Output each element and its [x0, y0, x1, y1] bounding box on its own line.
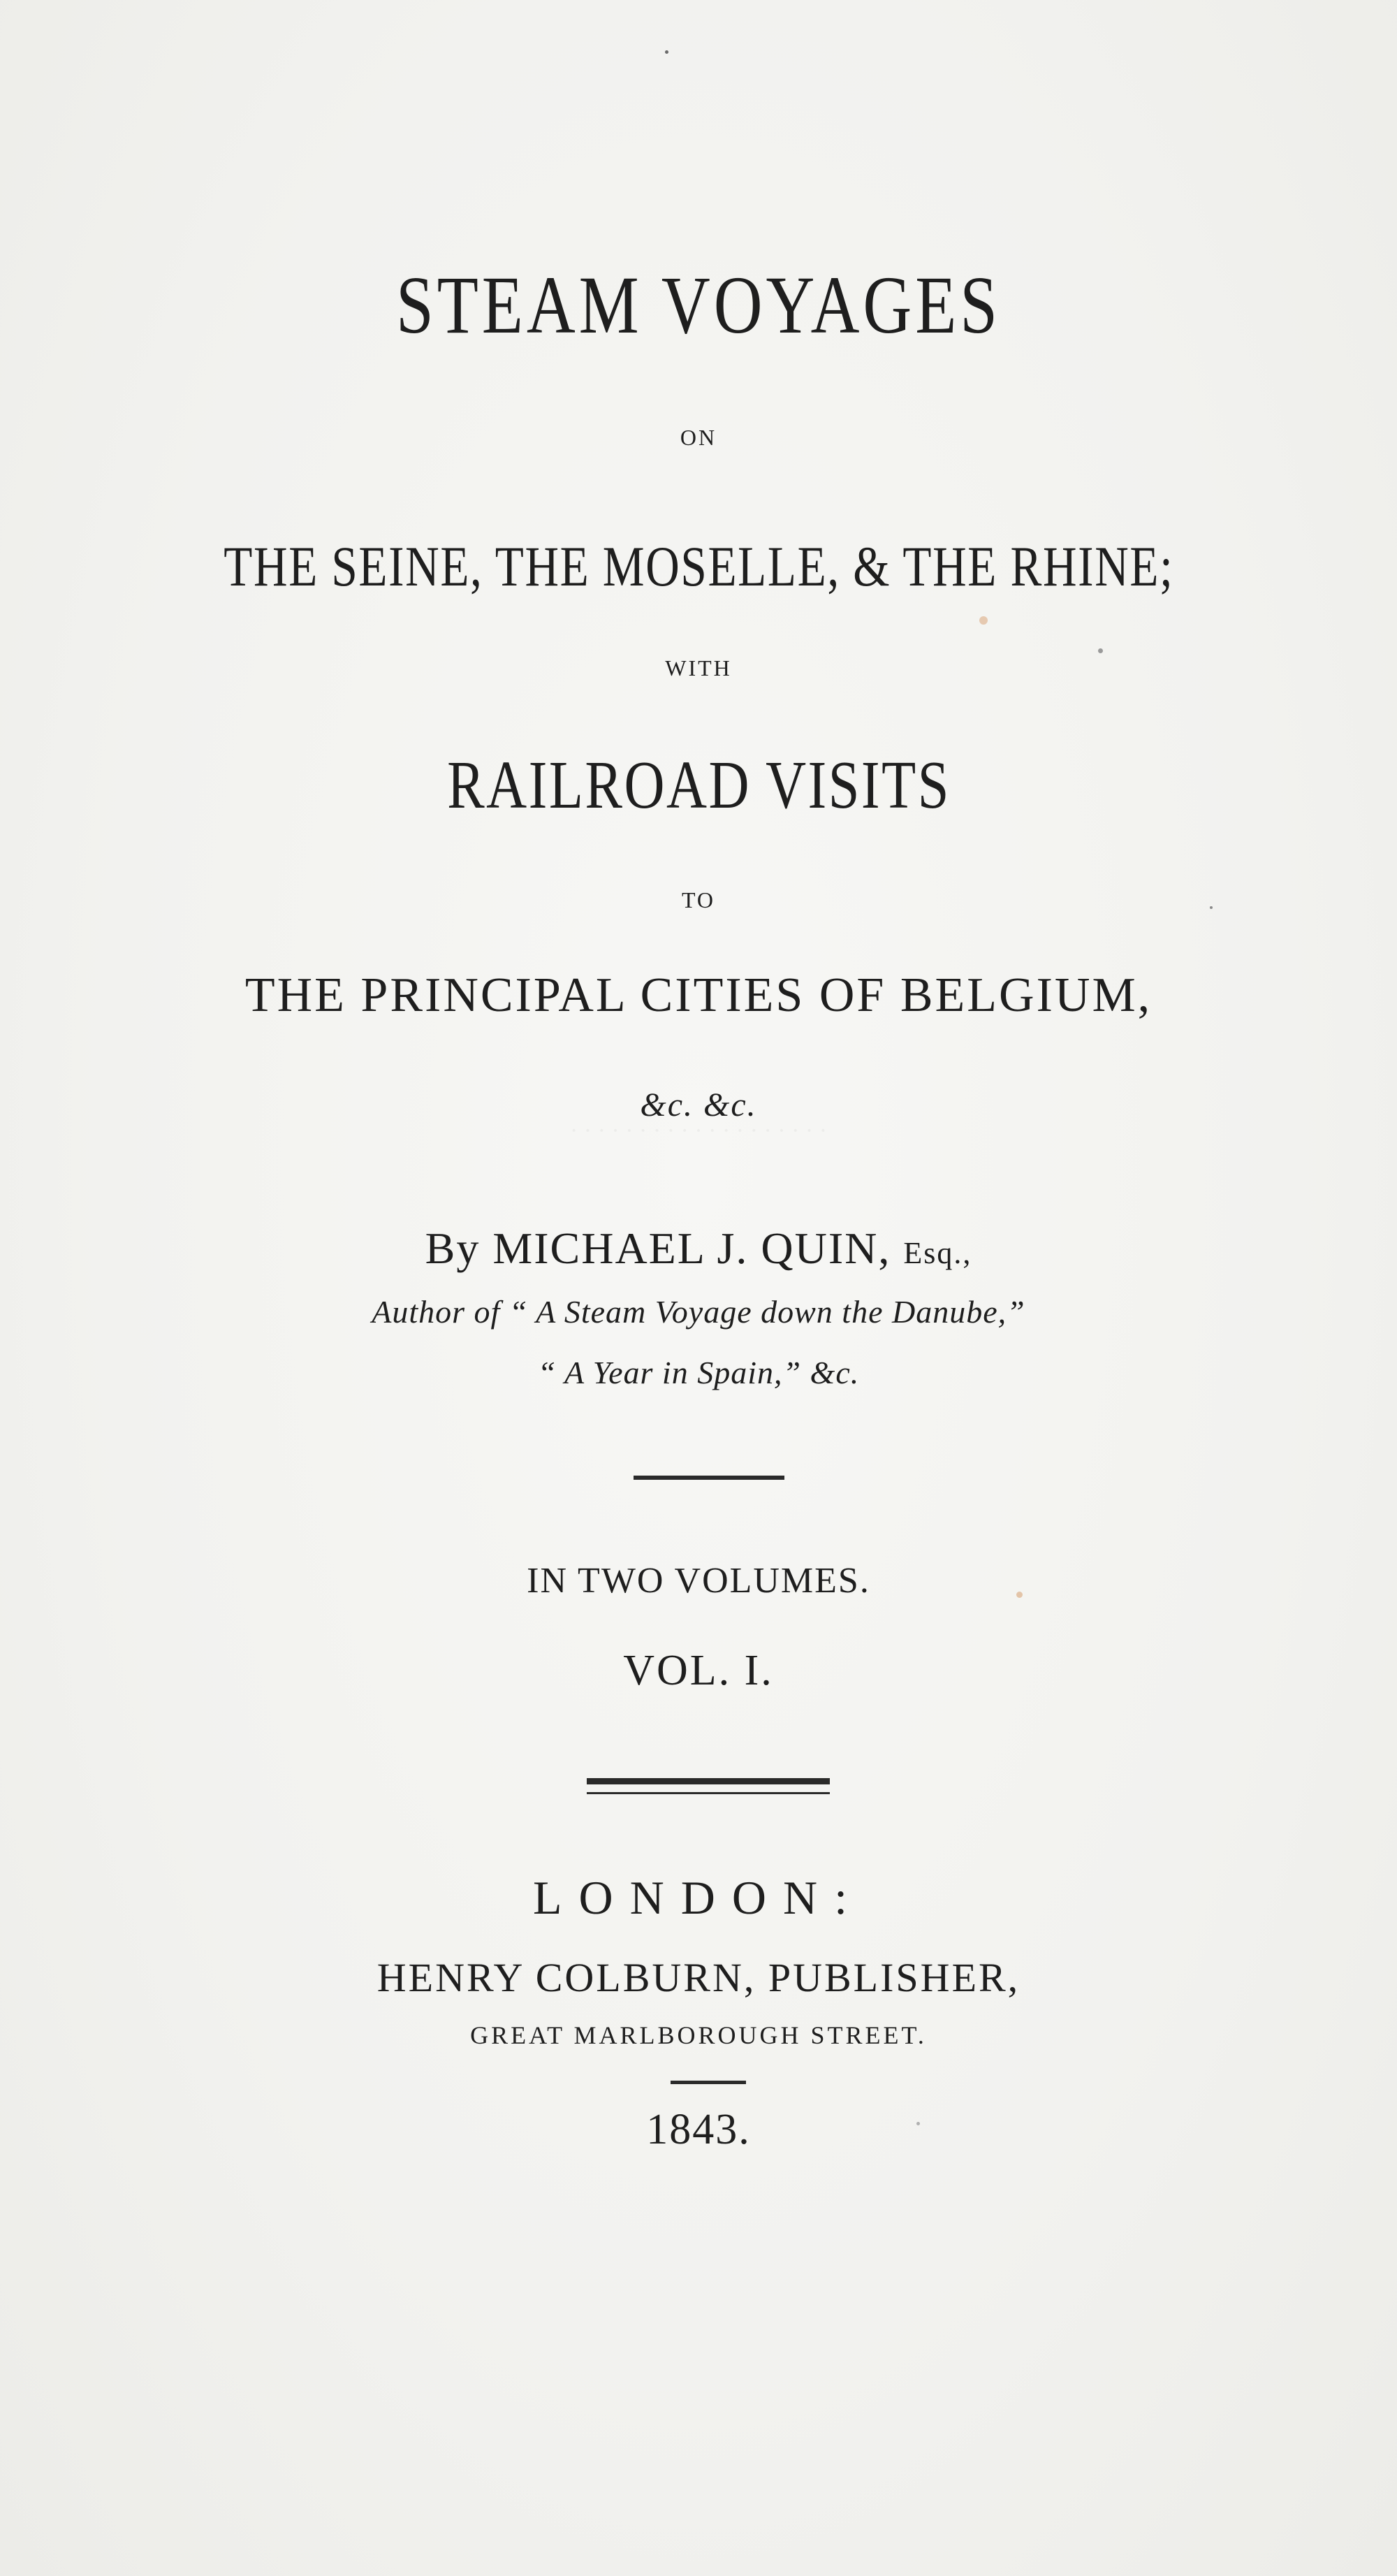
subtitle-rivers	[0, 534, 1397, 598]
other-work-line: “ A Year in Spain,” &c.	[537, 1355, 860, 1390]
volume-number: VOL. I.	[623, 1647, 774, 1694]
show-through-text: · · · · · · · · · · · · · · · · · · ·	[569, 1118, 828, 1144]
subtitle-cities: THE PRINCIPAL CITIES OF BELGIUM,	[244, 968, 1153, 1022]
byline-by: By	[425, 1223, 481, 1273]
ink-speck	[665, 50, 668, 54]
ink-speck	[1210, 906, 1213, 909]
double-rule-thick	[587, 1778, 830, 1784]
imprint-city: LONDON:	[533, 1871, 864, 1924]
author-name: MICHAEL J. QUIN,	[492, 1223, 891, 1273]
subtitle-railroad-text: RAILROAD VISITS	[446, 748, 951, 823]
connector-to: TO	[681, 887, 716, 912]
author-esq: Esq.,	[903, 1236, 972, 1270]
imprint-publisher: HENRY COLBURN, PUBLISHER,	[376, 1955, 1021, 2000]
imprint-year: 1843.	[646, 2106, 751, 2153]
volume-count: IN TWO VOLUMES.	[527, 1561, 870, 1601]
et-cetera: &c. &c.	[640, 1086, 757, 1123]
connector-with: WITH	[665, 655, 732, 681]
divider-rule	[634, 1476, 784, 1480]
author-of-line: Author of “ A Steam Voyage down the Danube,”	[372, 1294, 1025, 1330]
subtitle-railroad	[0, 748, 1397, 823]
imprint-street: GREAT MARLBOROUGH STREET.	[470, 2021, 927, 2049]
short-rule	[671, 2081, 746, 2084]
double-rule-thin	[587, 1792, 830, 1794]
subtitle-rivers-text: THE SEINE, THE MOSELLE, & THE RHINE;	[223, 534, 1174, 598]
paper-spot	[1016, 1592, 1023, 1598]
author-byline	[0, 1223, 1397, 1273]
ink-speck	[1098, 648, 1103, 653]
paper-spot	[979, 616, 988, 625]
book-title-text: STEAM VOYAGES	[396, 259, 1001, 351]
book-title	[0, 259, 1397, 351]
ink-speck	[916, 2122, 920, 2125]
connector-on: ON	[680, 425, 717, 450]
